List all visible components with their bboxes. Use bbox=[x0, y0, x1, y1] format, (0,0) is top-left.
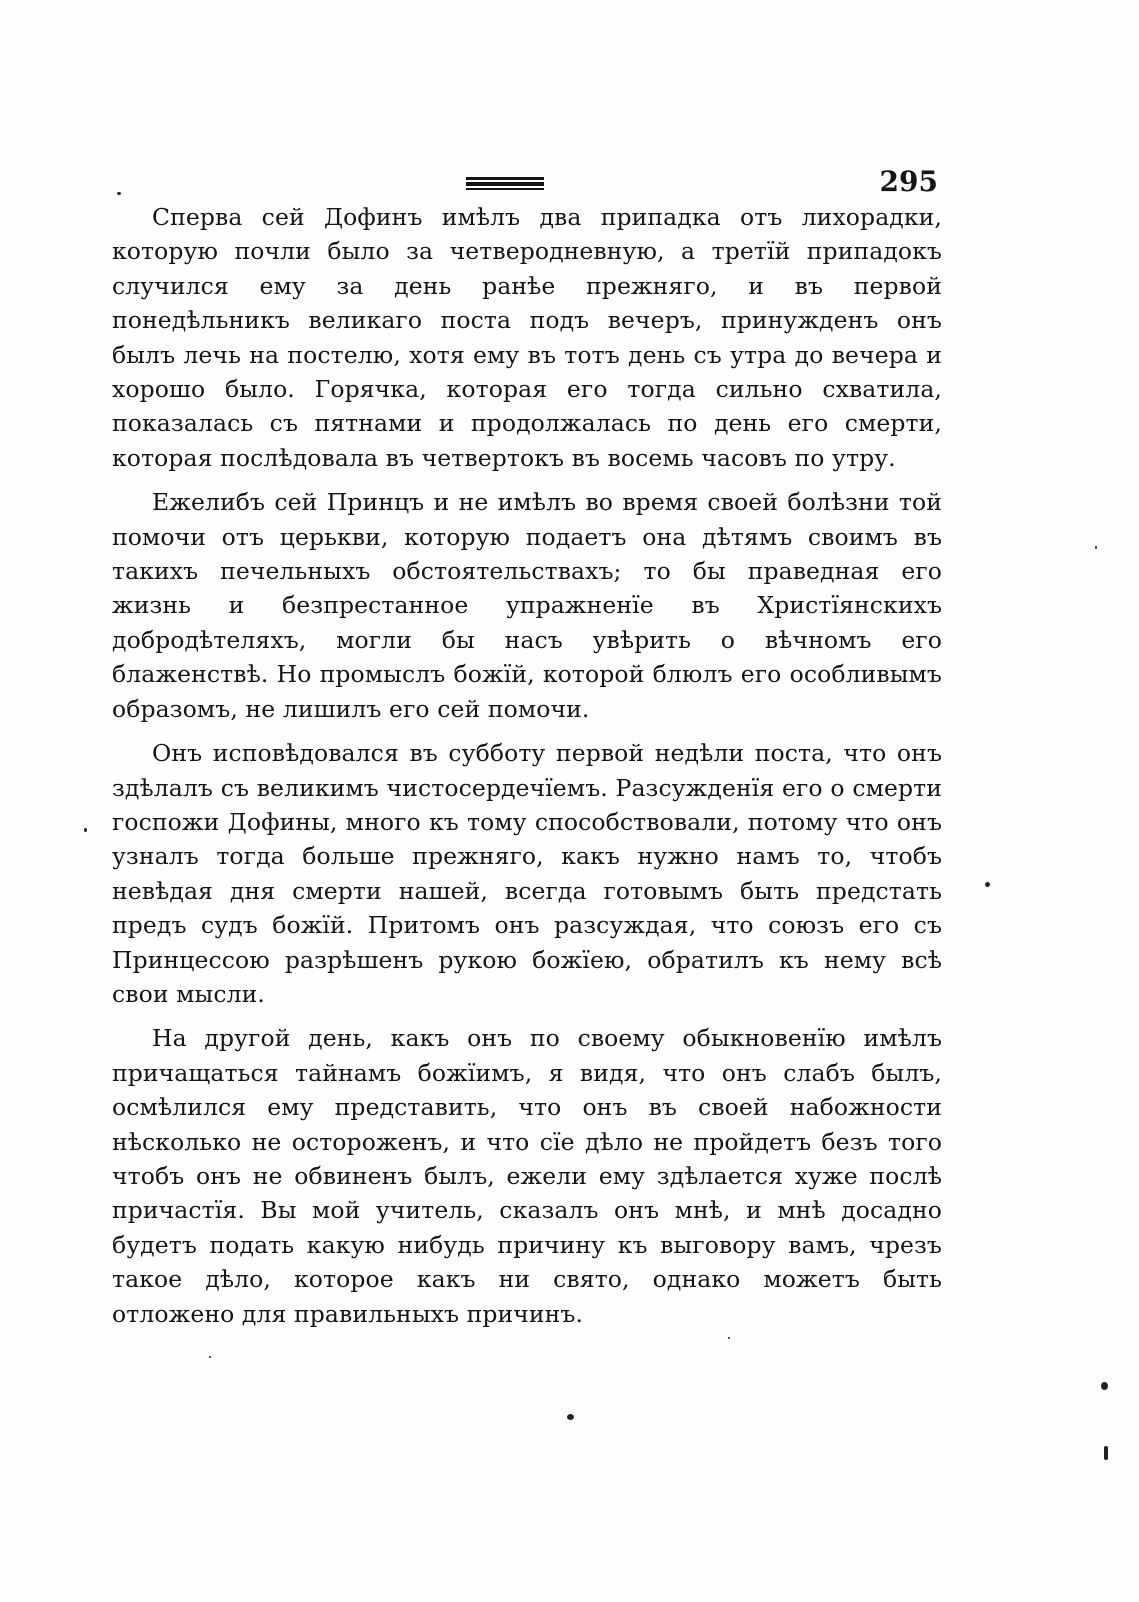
page-number: 295 bbox=[879, 165, 938, 198]
scan-speck bbox=[985, 882, 990, 887]
scan-speck bbox=[728, 1337, 730, 1339]
paragraph-2: Ежелибъ сей Принцъ и не имѣлъ во время своей болѣзни той помочи отъ церькви, которую подаетъ она дѣтямъ своимъ въ такихъ печельныхъ обстоятельствахъ; то бы праведная его жизнь и безпрестанное упражненїе въ Христїянскихъ добродѣтеляхъ, могли бы насъ увѣрить о вѣчномъ его блаженствѣ. Но промыслъ божїй, которой блюлъ его особливымъ образомъ, не лишилъ его сей помочи. bbox=[112, 488, 942, 723]
scan-speck bbox=[117, 192, 121, 195]
scan-speck bbox=[1101, 1382, 1108, 1390]
header-ornament-rule bbox=[466, 177, 544, 190]
page-body bbox=[112, 200, 942, 1331]
scan-speck bbox=[209, 1356, 211, 1358]
rule-line bbox=[466, 182, 544, 186]
scan-speck bbox=[1104, 1446, 1108, 1460]
scan-speck bbox=[567, 1414, 574, 1420]
paragraph-1: Сперва сей Дофинъ имѣлъ два припадка отъ лихорадки, которую почли было за четверодневную, а третїй припадокъ случился ему за день ранѣе прежняго, и въ первой понедѣльникъ великаго поста подъ вечеръ, принужденъ онъ былъ лечь на постелю, хотя ему въ тотъ день съ утра до вечера и хорошо было. Горячка, которая его тогда сильно схватила, показалась съ пятнами и продолжалась по день его смерти, которая послѣдовала въ четвертокъ въ восемь часовъ по утру. bbox=[112, 203, 942, 472]
scan-speck bbox=[1095, 546, 1097, 549]
rule-line bbox=[466, 177, 544, 180]
paragraph-3: Онъ исповѣдовался въ субботу первой недѣли поста, что онъ здѣлалъ съ великимъ чистосердечїемъ. Разсужденїя его о смерти госпожи Дофины, много къ тому способствовали, потому что онъ узналъ тогда больше прежняго, какъ нужно намъ то, чтобъ невѣдая дня смерти нашей, всегда готовымъ быть предстать предъ судъ божїй. Притомъ онъ разсуждая, что союзъ его съ Принцессою разрѣшенъ рукою божїею, обратилъ къ нему всѣ свои мысли. bbox=[112, 739, 942, 1008]
scan-speck bbox=[84, 828, 87, 832]
rule-line bbox=[466, 188, 544, 190]
paragraph-4: На другой день, какъ онъ по своему обыкновенїю имѣлъ причащаться тайнамъ божїимъ, я видя, что онъ слабъ былъ, осмѣлился ему представить, что онъ въ своей набожности нѣсколько не остороженъ, и что сїе дѣло не пройдетъ безъ того чтобъ онъ не обвиненъ былъ, ежели ему здѣлается хуже послѣ причастїя. Вы мой учитель, сказалъ онъ мнѣ, и мнѣ досадно будетъ подать какую нибудь причину къ выговору вамъ, чрезъ такое дѣло, которое какъ ни свято, однако можетъ быть отложено для правильныхъ причинъ. bbox=[112, 1024, 942, 1328]
